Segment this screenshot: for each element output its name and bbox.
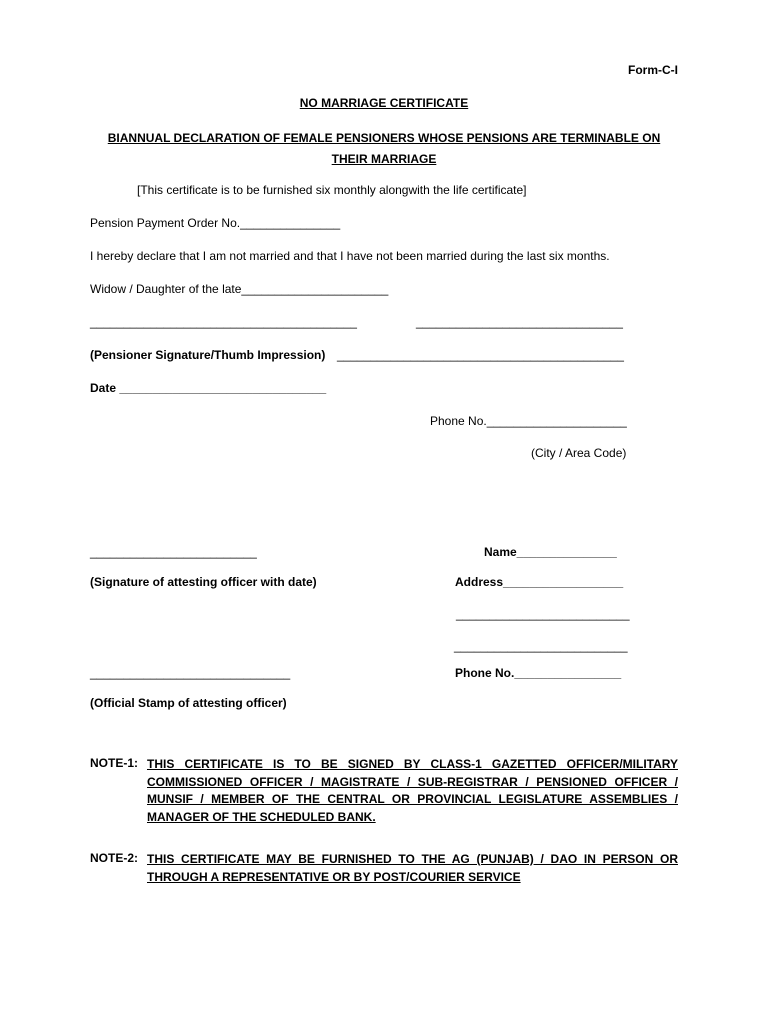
ppo-field: Pension Payment Order No._______________ [90,216,341,230]
page-title: NO MARRIAGE CERTIFICATE [299,96,469,110]
pensioner-signature-blank: ___________________________________________ [337,348,624,362]
address-blank-2: __________________________ [454,639,628,653]
official-stamp-label: (Official Stamp of attesting officer) [90,696,287,710]
city-area-code: (City / Area Code) [531,446,627,460]
widow-daughter-field: Widow / Daughter of the late______________________ [90,282,389,296]
pensioner-signature-label: (Pensioner Signature/Thumb Impression) [90,348,326,362]
date-field: Date _______________________________ [90,381,327,395]
attesting-signature-blank: _________________________ [90,545,257,559]
address-field: Address__________________ [455,575,624,589]
note-1-label: NOTE-1: [90,756,138,770]
stamp-blank: ______________________________ [90,666,291,680]
blank-line-left: ________________________________________ [90,315,357,329]
phone-field-2: Phone No.________________ [455,666,622,680]
note-2-label: NOTE-2: [90,851,138,865]
blank-line-right: _______________________________ [416,315,623,329]
address-blank-1: __________________________ [456,607,630,621]
declaration-text: I hereby declare that I am not married and that I have not been married during the last six months. [90,249,610,263]
phone-field: Phone No._____________________ [430,414,627,428]
instruction-text: [This certificate is to be furnished six monthly alongwith the life certificate] [137,183,527,197]
attesting-signature-label: (Signature of attesting officer with date) [90,575,317,589]
note-1-text: THIS CERTIFICATE IS TO BE SIGNED BY CLASS-1 GAZETTED OFFICER/MILITARY COMMISSIONED OFFICER / MAGISTRATE / SUB-REGISTRAR / PENSIONED OFFICER / MUNSIF / MEMBER OF THE CENTRAL OR PROVINCIAL LEGISLATURE ASSEMBLIES / MANAGER OF THE SCHEDULED BANK. [147,757,678,824]
note-2-text: THIS CERTIFICATE MAY BE FURNISHED TO THE AG (PUNJAB) / DAO IN PERSON OR THROUGH A REPRESENTATIVE OR BY POST/COURIER SERVICE [147,852,678,884]
page-subtitle: BIANNUAL DECLARATION OF FEMALE PENSIONERS WHOSE PENSIONS ARE TERMINABLE ON THEIR MARRIAGE [107,131,661,166]
form-id: Form-C-I [628,63,678,77]
name-field: Name_______________ [484,545,617,559]
